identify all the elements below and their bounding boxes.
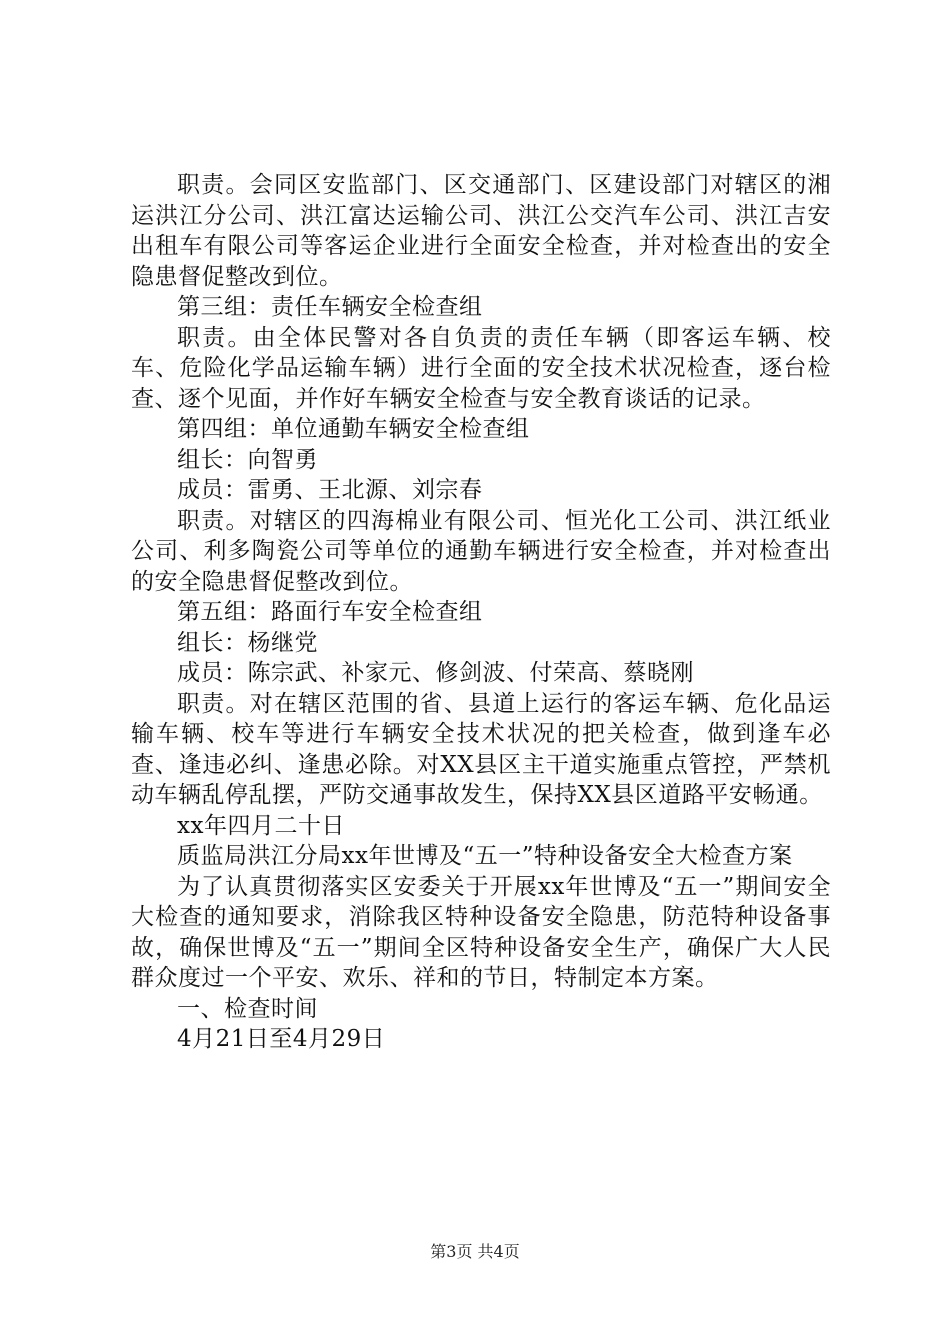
heading-group-four: 第四组：单位通勤车辆安全检查组 [177, 416, 530, 442]
paragraph-duty-passenger-enterprises: 职责。会同区安监部门、区交通部门、区建设部门对辖区的湘运洪江分公司、洪江富达运输公司、洪江公交汽车公司、洪江吉安出租车有限公司等客运企业进行全面安全检查，并对检查出的安全隐患督促整改到位。 [131, 172, 831, 290]
page-footer: 第3页 共4页 [430, 1242, 520, 1261]
heading-group-five: 第五组：路面行车安全检查组 [177, 599, 483, 625]
group-five-leader: 组长：杨继党 [177, 629, 318, 656]
paragraph-plan-purpose: 为了认真贯彻落实区安委关于开展xx年世博及“五一”期间安全大检查的通知要求，消除我区特种设备安全隐患，防范特种设备事故，确保世博及“五一”期间全区特种设备安全生产，确保广大人民群众度过一个平安、欢乐、祥和的节日，特制定本方案。 [131, 873, 831, 991]
paragraph-duty-responsible-vehicles: 职责。由全体民警对各自负责的责任车辆（即客运车辆、校车、危险化学品运输车辆）进行全面的安全技术状况检查，逐台检查、逐个见面，并作好车辆安全检查与安全教育谈话的记录。 [131, 324, 831, 412]
plan-title: 质监局洪江分局xx年世博及“五一”特种设备安全大检查方案 [177, 843, 793, 869]
group-five-members: 成员：陈宗武、补家元、修剑波、付荣高、蔡晓刚 [177, 660, 694, 686]
group-four-members: 成员：雷勇、王北源、刘宗春 [177, 477, 483, 503]
section-heading-inspection-time: 一、检查时间 [177, 995, 318, 1022]
group-four-leader: 组长：向智勇 [177, 446, 318, 473]
paragraph-duty-road-inspection: 职责。对在辖区范围的省、县道上运行的客运车辆、危化品运输车辆、校车等进行车辆安全技术状况的把关检查，做到逢车必查、逢违必纠、逢患必除。对XX县区主干道实施重点管控，严禁机动车辆乱停乱摆，严防交通事故发生，保持XX县区道路平安畅通。 [131, 690, 831, 808]
heading-group-three: 第三组：责任车辆安全检查组 [177, 294, 483, 320]
document-date: xx年四月二十日 [177, 812, 345, 839]
inspection-time-range: 4月21日至4月29日 [177, 1026, 386, 1052]
paragraph-duty-commuter-vehicles: 职责。对辖区的四海棉业有限公司、恒光化工公司、洪江纸业公司、利多陶瓷公司等单位的通勤车辆进行安全检查，并对检查出的安全隐患督促整改到位。 [131, 507, 831, 595]
document-body [131, 170, 831, 1055]
